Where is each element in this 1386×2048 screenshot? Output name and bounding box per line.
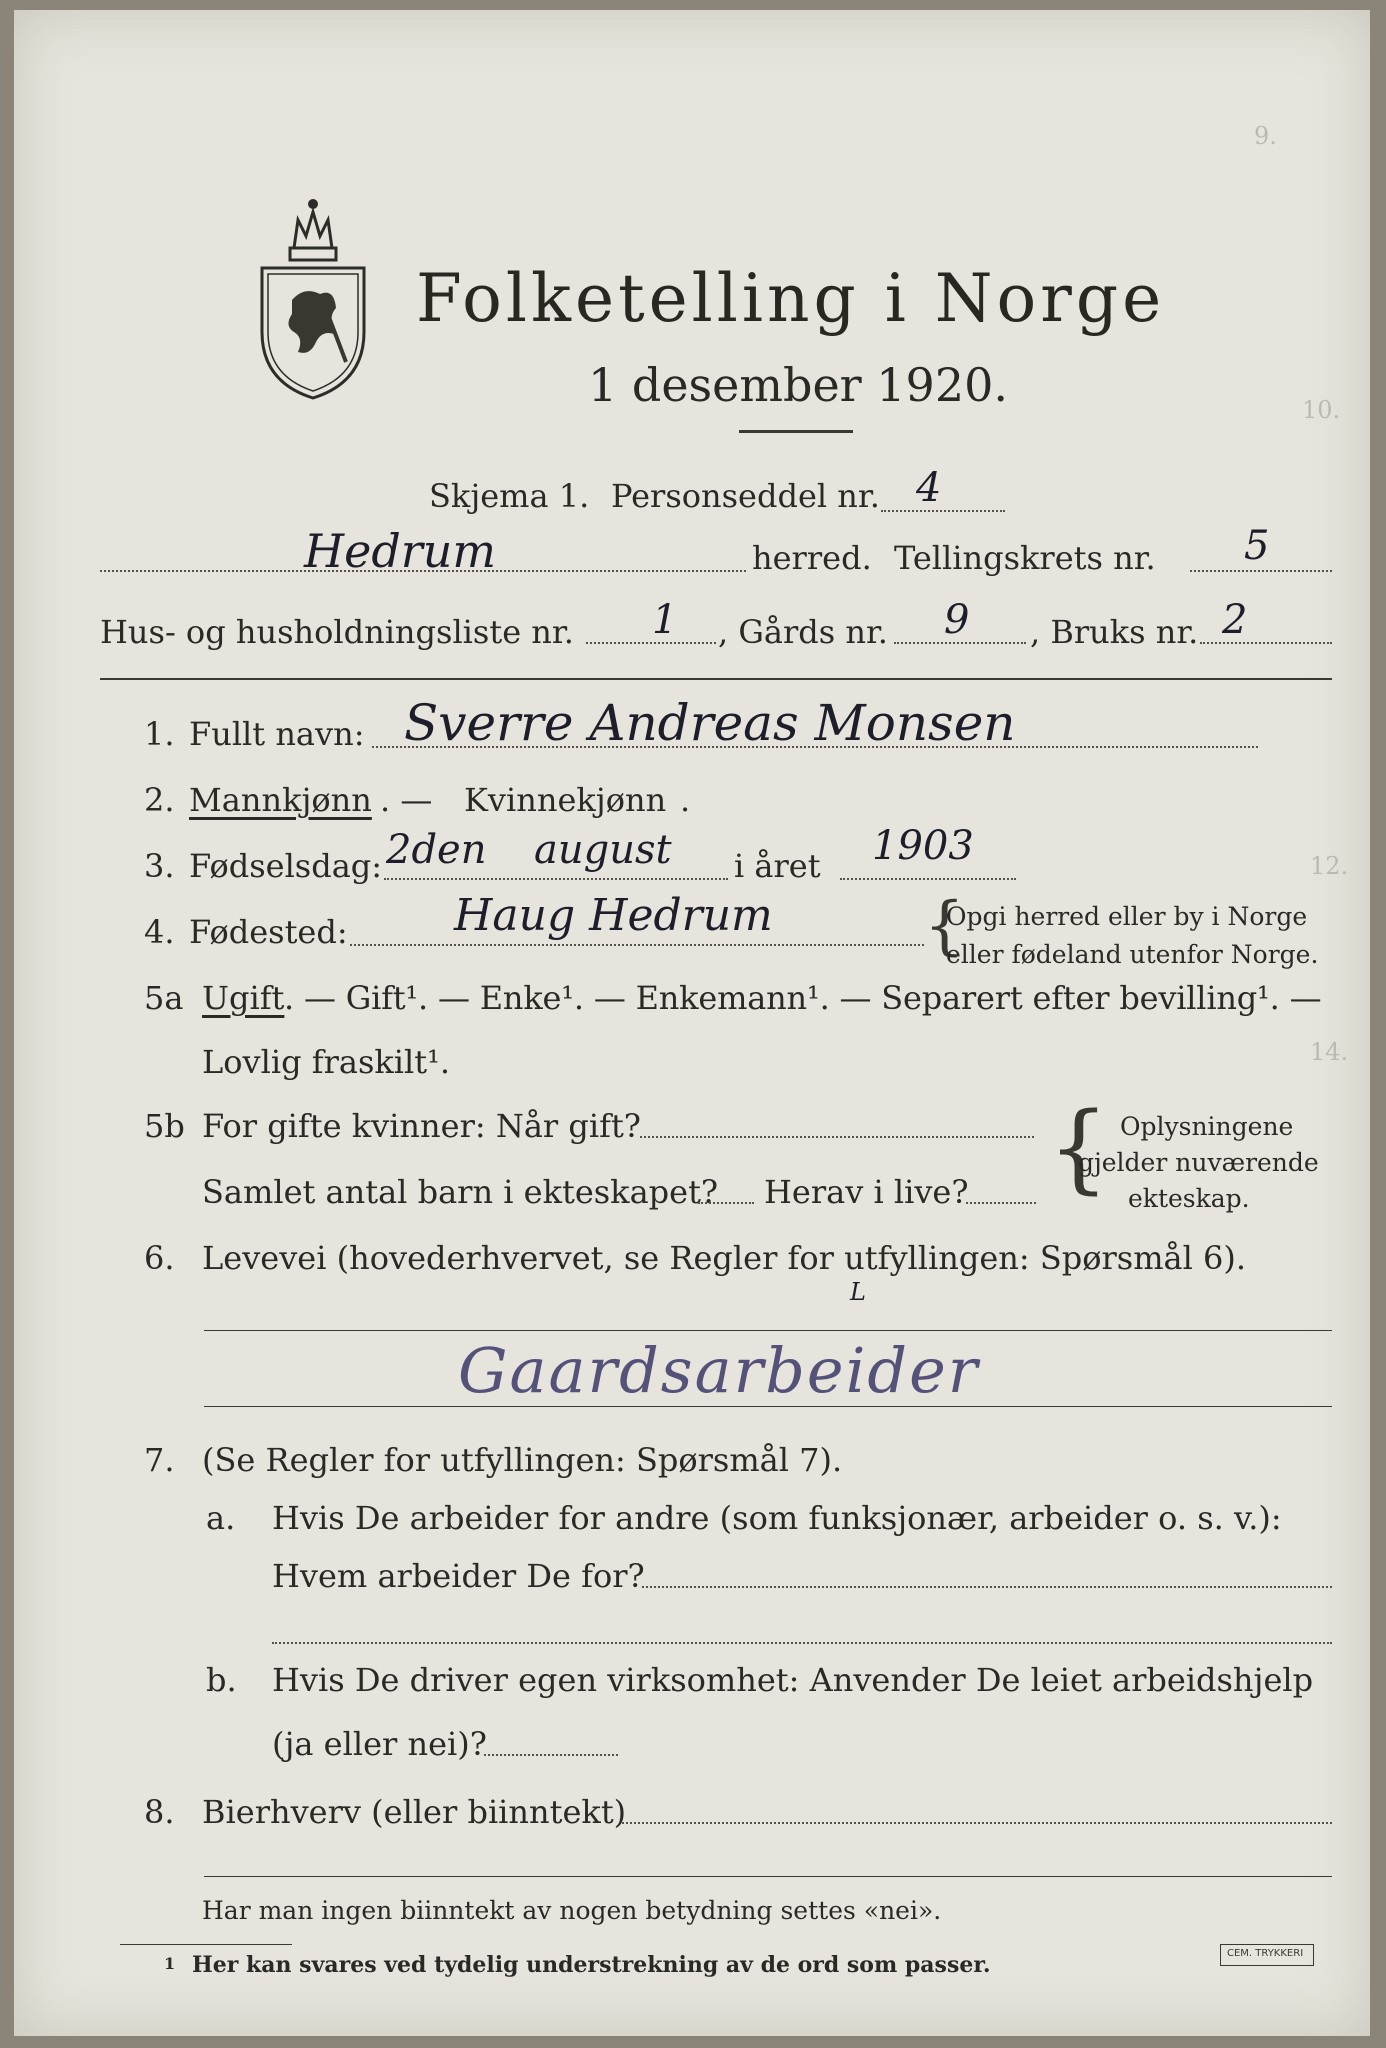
q1-number: 1. — [144, 715, 175, 753]
q2-male-option[interactable]: Mannkjønn — [189, 781, 372, 819]
printer-stamp-text: CEM. TRYKKERI — [1227, 1948, 1304, 1959]
q7b-text: Hvis De driver egen virksomhet: Anvender De leiet arbeidshjelp — [272, 1661, 1314, 1699]
q5b-note-line1: Oplysningene — [1120, 1112, 1294, 1141]
q7a-question: Hvem arbeider De for? — [272, 1557, 645, 1595]
bruks-value[interactable]: 2 — [1222, 597, 1248, 643]
herred-label: herred. — [752, 539, 872, 577]
q8-number: 8. — [144, 1793, 175, 1831]
q5a-lovlig-fraskilt[interactable]: Lovlig fraskilt¹. — [202, 1043, 451, 1081]
q5b-herav-line[interactable] — [966, 1202, 1036, 1204]
q6-line-1 — [204, 1330, 1332, 1331]
q7-label: (Se Regler for utfyllingen: Spørsmål 7). — [202, 1441, 843, 1479]
q1-label: Fullt navn: — [189, 715, 365, 753]
form-title: Folketelling i Norge — [416, 260, 1166, 337]
q5b-herav-label: Herav i live? — [764, 1173, 969, 1211]
bruks-label: , Bruks nr. — [1030, 613, 1199, 651]
q3-date-line — [384, 878, 728, 880]
bruks-line — [1200, 642, 1332, 644]
bleed-through-12: 12. — [1310, 852, 1349, 880]
q4-brace: { — [924, 889, 965, 963]
skjema-label: Skjema 1. — [429, 477, 590, 515]
q5b-barn-label: Samlet antal barn i ekteskapet? — [202, 1173, 719, 1211]
q5a-ugift-option[interactable]: Ugift — [202, 979, 285, 1017]
bleed-through-10: 10. — [1302, 396, 1341, 424]
q2-female-option[interactable]: Kvinnekjønn — [464, 781, 667, 819]
q1-full-name[interactable]: Sverre Andreas Monsen — [404, 694, 1016, 752]
footer-note: Har man ingen biinntekt av nogen betydning settes «nei». — [202, 1896, 942, 1925]
q7b-answer-line[interactable] — [484, 1754, 618, 1756]
q6-number: 6. — [144, 1239, 175, 1277]
bleed-through-9: 9. — [1254, 122, 1277, 150]
q4-line — [350, 944, 924, 946]
q3-birth-year[interactable]: 1903 — [872, 823, 974, 869]
gards-value[interactable]: 9 — [944, 597, 970, 643]
q5b-number: 5b — [144, 1107, 185, 1145]
q7-number: 7. — [144, 1441, 175, 1479]
q6-line-2 — [204, 1406, 1332, 1407]
q3-birth-day[interactable]: 2den — [386, 827, 487, 873]
section-divider — [100, 678, 1332, 680]
q5a-number: 5a — [144, 979, 184, 1017]
hus-line — [586, 642, 716, 644]
personseddel-line — [881, 510, 1005, 512]
q2-separator: . — — [380, 781, 433, 819]
q6-mark: L — [850, 1278, 866, 1306]
q3-year-label: i året — [734, 847, 821, 885]
q7b-question: (ja eller nei)? — [272, 1725, 487, 1763]
herred-value[interactable]: Hedrum — [304, 524, 497, 578]
q8-answer-line[interactable] — [622, 1822, 1332, 1824]
bleed-through-14: 14. — [1310, 1038, 1349, 1066]
tellingskrets-label: Tellingskrets nr. — [894, 539, 1156, 577]
q2-number: 2. — [144, 781, 175, 819]
q4-label: Fødested: — [189, 913, 348, 951]
q4-number: 4. — [144, 913, 175, 951]
census-date: 1 desember 1920. — [588, 358, 1008, 412]
footnote-text: Her kan svares ved tydelig understrekning av de ord som passer. — [192, 1952, 991, 1978]
q7a-answer-line[interactable] — [642, 1586, 1332, 1588]
q5b-nar-gift-line[interactable] — [640, 1136, 1034, 1138]
q4-note-line1: Opgi herred eller by i Norge — [946, 902, 1308, 931]
q2-end: . — [680, 781, 691, 819]
q5b-note-line3: ekteskap. — [1128, 1184, 1250, 1213]
q3-year-line — [840, 878, 1016, 880]
footnote-rule — [120, 1944, 292, 1945]
printer-stamp — [1220, 1944, 1314, 1966]
q5b-nar-gift-label: For gifte kvinner: Når gift? — [202, 1107, 641, 1145]
footnote-mark: 1 — [164, 1954, 176, 1973]
tellingskrets-line — [1190, 570, 1332, 572]
q5b-brace: { — [1048, 1092, 1110, 1204]
q3-birth-month[interactable]: august — [534, 827, 672, 873]
census-form-page — [14, 10, 1370, 2036]
q5b-note-line2: gjelder nuværende — [1078, 1148, 1319, 1177]
q3-number: 3. — [144, 847, 175, 885]
q7a-number: a. — [206, 1499, 236, 1537]
personseddel-value[interactable]: 4 — [916, 465, 942, 511]
gards-label: , Gårds nr. — [718, 613, 888, 651]
title-rule — [739, 430, 853, 433]
q4-note-line2: eller fødeland utenfor Norge. — [946, 940, 1319, 969]
q7b-number: b. — [206, 1661, 237, 1699]
q5b-barn-line[interactable] — [698, 1202, 754, 1204]
q6-label: Levevei (hovederhvervet, se Regler for utfyllingen: Spørsmål 6). — [202, 1239, 1247, 1277]
q6-occupation[interactable]: Gaardsarbeider — [458, 1334, 980, 1407]
q8-label: Bierhverv (eller biinntekt) — [202, 1793, 627, 1831]
q5a-options[interactable]: . — Gift¹. — Enke¹. — Enkemann¹. — Separert efter bevilling¹. — — [284, 979, 1322, 1017]
tellingskrets-value[interactable]: 5 — [1244, 523, 1270, 569]
hus-label: Hus- og husholdningsliste nr. — [100, 613, 574, 651]
personseddel-label: Personseddel nr. — [611, 477, 880, 515]
q4-birthplace[interactable]: Haug Hedrum — [454, 890, 773, 941]
norwegian-coat-of-arms-icon — [254, 192, 372, 402]
q3-label: Fødselsdag: — [189, 847, 383, 885]
hus-value[interactable]: 1 — [652, 597, 678, 643]
q7a-answer-line-2[interactable] — [272, 1642, 1332, 1644]
q7a-text: Hvis De arbeider for andre (som funksjonær, arbeider o. s. v.): — [272, 1499, 1282, 1537]
q8-answer-line-2 — [204, 1876, 1332, 1877]
